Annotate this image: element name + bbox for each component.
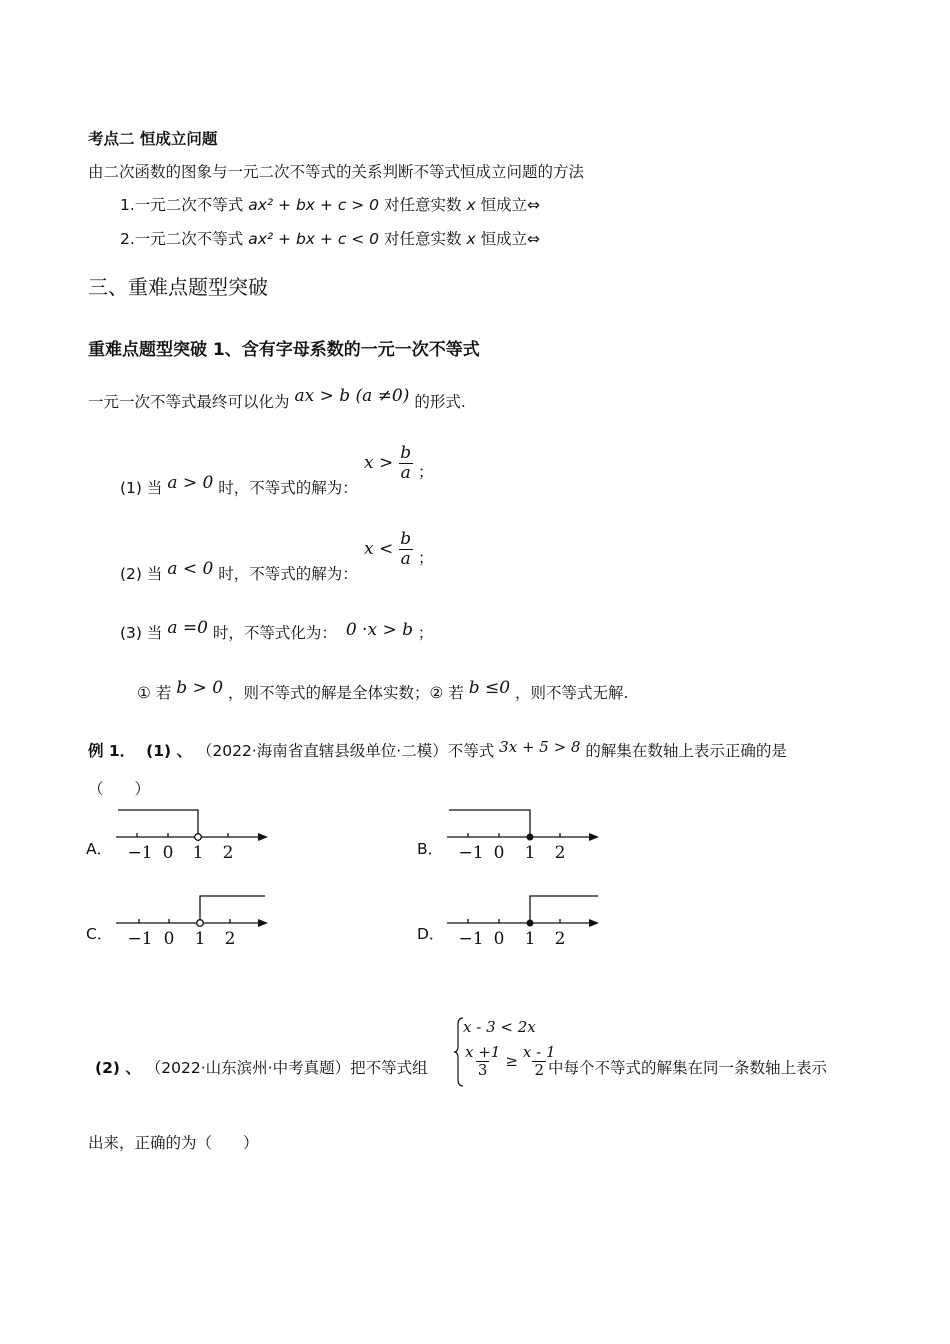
tick-label: 0	[163, 929, 175, 949]
tick-label: 2	[554, 929, 566, 949]
closed-dot	[527, 834, 534, 841]
intro-expr: ax > b (a ≠0)	[294, 386, 410, 406]
option-a-label[interactable]: A．	[86, 840, 113, 858]
tick-label: 0	[493, 843, 505, 863]
tick-label: 2	[224, 929, 236, 949]
axis-arrow	[589, 919, 599, 927]
intro-text: 由二次函数的图象与一元二次不等式的关系判断不等式恒成立问题的方法	[88, 163, 585, 181]
option-a-number-line[interactable]	[110, 803, 275, 865]
axis-arrow	[258, 919, 268, 927]
part-2-tail: 中每个不等式的解集在同一条数轴上表示	[548, 1059, 828, 1077]
section-heading: 三、重难点题型突破	[88, 275, 268, 299]
tick-label: −1	[458, 843, 484, 863]
case-3: (3) 当 a =0 时，不等式化为： 0 ·x > b ；	[120, 618, 434, 642]
open-dot	[195, 834, 202, 841]
example-1-expr: 3x + 5 > 8	[499, 738, 581, 756]
item-1: 1.一元二次不等式 ax² + bx + c > 0 对任意实数 x 恒成立⇔	[120, 196, 541, 214]
tick-label: 2	[554, 843, 566, 863]
item-2: 2.一元二次不等式 ax² + bx + c < 0 对任意实数 x 恒成立⇔	[120, 230, 541, 248]
case-2-solution: x < $\frac{b}{a}$ ；	[364, 529, 434, 569]
open-dot	[197, 920, 204, 927]
intro-line: 一元一次不等式最终可以化为 ax > b (a ≠0) 的形式.	[88, 386, 466, 411]
tick-label: 1	[524, 843, 536, 863]
system-line-2: $\frac{x +1}{3}$ ≥ $\frac{x - 1}{2}$	[465, 1043, 556, 1079]
option-c-number-line[interactable]	[110, 889, 275, 951]
tick-label: 1	[194, 929, 206, 949]
solution-ray	[200, 896, 265, 923]
part-2-continuation: 出来，正确的为（ ）	[88, 1134, 259, 1152]
tick-label: 0	[162, 843, 174, 863]
option-d-label[interactable]: D．	[417, 925, 445, 943]
example-1-line: 例 1． (1) 、 （2022·海南省直辖县级单位·二模）不等式 3x + 5 > 8 的解集在数轴上表示正确的是	[88, 738, 787, 760]
option-b-label[interactable]: B．	[417, 840, 444, 858]
answer-paren: （ ）	[88, 780, 151, 798]
solution-ray	[530, 896, 598, 923]
tick-label: −1	[127, 929, 153, 949]
tick-label: 0	[493, 929, 505, 949]
case-2: (2) 当 a < 0 时，不等式的解为：	[120, 559, 358, 583]
case-1: (1) 当 a > 0 时，不等式的解为：	[120, 473, 358, 497]
sub-conditions: ① 若 b > 0 ，则不等式的解是全体实数；② 若 b ≤0 ，则不等式无解.	[137, 678, 629, 702]
solution-ray	[118, 810, 198, 837]
tick-label: 1	[192, 843, 204, 863]
tick-label: 1	[524, 929, 536, 949]
option-b-number-line[interactable]	[441, 803, 606, 865]
axis-arrow	[258, 833, 268, 841]
option-c-label[interactable]: C．	[86, 925, 113, 943]
item-2-expr: ax² + bx + c < 0	[248, 230, 380, 248]
tick-label: −1	[458, 929, 484, 949]
solution-ray	[449, 810, 530, 837]
system-line-1: x - 3 < 2x	[463, 1018, 536, 1036]
axis-arrow	[589, 833, 599, 841]
part-2-line: (2) 、 （2022·山东滨州·中考真题）把不等式组	[95, 1059, 428, 1077]
tick-label: −1	[127, 843, 153, 863]
section-title: 考点二 恒成立问题	[88, 130, 218, 148]
closed-dot	[527, 920, 534, 927]
sub-heading: 重难点题型突破 1、含有字母系数的一元一次不等式	[88, 340, 480, 360]
item-1-expr: ax² + bx + c > 0	[248, 196, 380, 214]
tick-label: 2	[222, 843, 234, 863]
case-1-solution: x > $\frac{b}{a}$ ；	[364, 443, 434, 483]
option-d-number-line[interactable]	[441, 889, 606, 951]
